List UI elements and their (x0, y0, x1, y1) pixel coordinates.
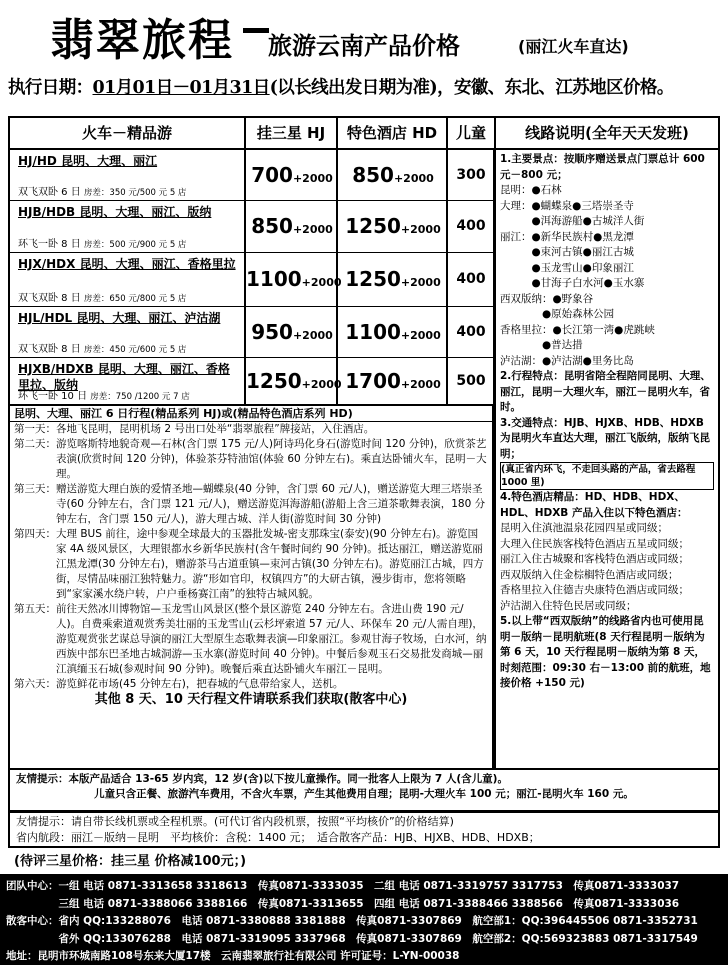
route-note-line: 1.主要景点：按顺序赠送景点门票总计 600 元－800 元； (500, 153, 705, 181)
itinerary-day (14, 677, 488, 692)
day-label: 第三天： (14, 483, 56, 495)
brand-title: 翡翠旅程 (50, 15, 234, 66)
title-subtitle: 旅游云南产品价格 (268, 32, 460, 60)
day-text: 游览鲜花市场(45 分钟左右)，把春城的气息带给家人，送机。 (56, 678, 344, 690)
route-name: HJXB/HDXB 昆明、大理、丽江、香格里拉、版纳 (18, 362, 230, 392)
tips-line-2: 儿童只含正餐、旅游汽车费用，不含火车票，产生其他费用自理；昆明-大理火车 100 元；丽江-昆明火车 160 元。 (94, 788, 634, 800)
contact-line: 省外 QQ:133076288 电话 0871-3319095 3337968 传真0871-3307869 航空部2：QQ:569323883 0871-3317549 (6, 932, 698, 945)
route-note-line: 2.行程特点：昆明省陪全程陪同昆明、大理、丽江，昆明－大理火车，丽江－昆明火车，省时。 (500, 370, 711, 413)
route-row (8, 358, 494, 405)
route-note-line: 3.交通特点：HJB、HJXB、HDB、HDXB 为昆明火车直达大理，丽江飞版纳，版纳飞昆明； (500, 416, 710, 460)
route-notes (494, 150, 720, 770)
day-text: 赠送游览大理白族的爱情圣地—蝴蝶泉(40 分钟，含门票 60 元/人)，赠送游览大理三塔崇圣寺(60 分钟左右，含门票 121 元/人)，赠送游览洱海游船(游船上含三道茶歌舞表演，180 分钟左右，含门票 150 元/人)，游大理古城、洋人街(游览时间 30 分钟) (56, 483, 486, 525)
day-label: 第五天： (14, 603, 56, 615)
route-note-line: ●洱海游船●古城洋人街 (500, 215, 645, 227)
route-price (338, 369, 448, 393)
header-col-kid: 儿童 (448, 118, 496, 148)
tips-box (8, 770, 720, 812)
route-note-line: 西双版纳：●野象谷 (500, 292, 594, 305)
contact-line: 团队中心：一组 电话 0871-3313658 3318613 传真0871-3333035 二组 电话 0871-3319757 3317753 传真0871-3333037 (6, 880, 680, 892)
exec-suffix: (以长线出发日期为准)，安徽、东北、江苏地区价格。 (269, 78, 674, 98)
route-price (338, 320, 448, 344)
route-meta (18, 340, 186, 355)
table-header (8, 116, 720, 150)
route-note-line: 4.特色酒店精品：HD、HDB、HDX、HDL、HDXB 产品入住以下特色酒店： (500, 491, 688, 519)
header-col-notes: 线路说明(全年天天发班) (525, 124, 689, 142)
route-note-line: ●普达措 (500, 339, 583, 351)
title-paren: (丽江火车直达) (518, 37, 629, 56)
route-note-line: 丽江入住古城聚和客栈特色酒店或同级； (500, 553, 689, 565)
route-kid-price: 400 (456, 218, 486, 234)
day-label: 第四天： (14, 528, 56, 540)
price-value: 1100 (246, 267, 302, 291)
price-value: 950 (251, 319, 293, 344)
itinerary-day (14, 422, 488, 437)
route-price (246, 214, 338, 238)
route-name: HJX/HDX 昆明、大理、丽江、香格里拉 (18, 257, 236, 271)
route-note-line: 香格里拉入住德吉央康特色酒店或同级； (500, 584, 689, 596)
route-note-line: ●甘海子白水河●玉水寨 (500, 277, 645, 289)
route-note-line: 昆明：●石林 (500, 184, 562, 196)
route-kid-price: 400 (456, 323, 486, 340)
route-meta (18, 289, 186, 304)
route-note-line: 5.以上带“西双版纳”的线路省内也可使用昆明－版纳－昆明航班(8 天行程昆明－版纳为第 6 天，10 天行程昆明－版纳为第 8 天，时刻范围：09:30 右－13:00 前的航班，地接价格 +150 元) (500, 615, 711, 689)
itinerary-more: 其他 8 天、10 天行程文件请联系我们获取(散客中心) (94, 692, 408, 707)
exec-dates: 01月01日－01月31日 (92, 78, 270, 98)
route-note-line: 香格里拉：●长江第一湾●虎跳峡 (500, 323, 655, 336)
tips-line-1: 友情提示：本版产品适合 13-65 岁内宾，12 岁(含)以下按儿童操作。同一批客人上限为 7 人(含儿童)。 (16, 773, 508, 785)
route-days: 双飞双卧 6 日 (18, 187, 84, 198)
title-dash (243, 28, 269, 33)
route-room-diff: 房差：450 元/600 元 5 店 (83, 345, 187, 355)
route-note-line: ●原始森林公园 (500, 308, 615, 320)
contact-line: 三组 电话 0871-3388066 3388166 传真0871-3313655 四组 电话 0871-3388466 3388566 传真0871-3333036 (6, 897, 680, 910)
route-note-line: ●束河古镇●丽江古城 (500, 246, 634, 258)
itinerary-day (14, 482, 488, 527)
price-surcharge: +2000 (400, 223, 441, 236)
day-label: 第六天： (14, 678, 56, 690)
route-name: HJB/HDB 昆明、大理、丽江、版纳 (18, 205, 212, 219)
route-row (8, 201, 494, 253)
route-note-line: 大理入住民族客栈特色酒店五星或同级； (500, 537, 689, 550)
price-value: 1100 (345, 319, 401, 344)
route-room-diff: 房差：500 元/900 元 5 店 (83, 240, 187, 250)
exec-date-line (8, 74, 720, 104)
friendly-line-1: 友情提示：请自带长线机票或全程机票。(可代订省内段机票，按照“平均核价”的价格结算) (16, 815, 454, 828)
header-col-hj: 挂三星 HJ (246, 118, 338, 148)
route-room-diff: 房差：650 元/800 元 5 店 (83, 294, 187, 304)
route-name: HJL/HDL 昆明、大理、丽江、泸沽湖 (18, 311, 221, 325)
route-note-line: 泸沽湖：●泸沽湖●里务比岛 (500, 354, 634, 367)
route-days: 环飞一卧 10 日 (18, 391, 91, 402)
route-note-line: 泸沽湖入住特色民居或同级； (500, 599, 637, 612)
route-price (246, 163, 338, 187)
day-label: 第二天： (14, 438, 56, 450)
route-meta (18, 387, 190, 402)
price-surcharge: +2000 (393, 171, 434, 185)
contact-line: 地址：昆明市环城南路108号东来大厦17楼 云南翡翠旅行社有限公司 许可证号：L-YN-00038 (6, 950, 460, 962)
day-text: 游览喀斯特地貌奇观—石林(含门票 175 元/人)阿诗玛化身石(游览时间 120 分钟)，欣赏茶艺表演(欣赏时间 120 分钟)，体验茶芬特油馆(体验 60 分钟左右)。乘直达卧铺火车，昆明－大理。 (56, 438, 487, 480)
price-value: 1250 (345, 267, 401, 291)
route-meta (18, 235, 186, 250)
route-note-line: 大理：●蝴蝶泉●三塔崇圣寺 (500, 199, 634, 212)
friendly-box (8, 812, 720, 848)
route-price (338, 214, 448, 238)
contact-footer (0, 874, 728, 965)
price-value: 700 (251, 162, 293, 187)
price-value: 850 (251, 214, 293, 238)
price-surcharge: +2000 (400, 328, 441, 342)
price-surcharge: +2000 (292, 328, 333, 342)
route-row (8, 253, 494, 307)
day-text: 各地飞昆明，昆明机场 2 号出口处举“翡翠旅程”牌接站，入住酒店。 (56, 423, 375, 435)
route-note-line: (真正省内环飞，不走回头路的产品，省去路程 1000 里) (500, 462, 714, 490)
header-col-hd: 特色酒店 HD (338, 118, 448, 148)
itinerary-day (14, 527, 488, 602)
route-price (246, 320, 338, 344)
price-surcharge: +2000 (301, 276, 342, 289)
itinerary-day (14, 602, 488, 677)
route-price (338, 163, 448, 187)
route-room-diff: 房差：750 /1200 元 7 店 (90, 392, 190, 402)
route-days: 环飞一卧 8 日 (18, 239, 84, 250)
price-value: 1250 (345, 214, 401, 238)
price-surcharge: +2000 (400, 276, 441, 289)
route-meta (18, 183, 186, 198)
price-value: 1250 (246, 368, 302, 393)
route-room-diff: 房差：350 元/500 元 5 店 (83, 188, 187, 198)
contact-line: 散客中心：省内 QQ:133288076 电话 0871-3380888 3381888 传真0871-3307869 航空部1：QQ:396445506 0871-3352731 (6, 915, 698, 927)
route-row (8, 150, 494, 201)
day-label: 第一天： (14, 423, 56, 435)
header-product: 火车－精品游 (10, 118, 246, 148)
itinerary-days (14, 422, 488, 692)
itinerary-day (14, 437, 488, 482)
itinerary-heading: 昆明、大理、丽江 6 日行程(精品系列 HJ)或(精品特色酒店系列 HD) (10, 406, 492, 422)
day-text: 前往天然冰川博物馆—玉龙雪山风景区(整个景区游览 240 分钟左右。含进山费 190 元/人)。自费乘索道观赏秀美壮丽的玉龙雪山(云杉坪索道 57 元/人、环保车 20 元/人需自理)，游览观赏张艺谋总导演的丽江大型原生态歌舞表演—印象丽江。参观甘海子牧场，白水河，纳西族中部东巴圣地古城洞游—玉水寨(游览时间 40 分钟)。中餐后参观玉石交易批发商城—丽江滇缅玉石城(参观时间 90 分钟)。晚餐后乘直达卧铺火车丽江－昆明。 (56, 603, 487, 675)
pending-price: (待评三星价格：挂三星 价格减100元；) (14, 854, 247, 869)
route-days: 双飞双卧 8 日 (18, 293, 84, 304)
route-kid-price: 300 (456, 166, 486, 183)
price-value: 1700 (345, 368, 401, 393)
route-kid-price: 400 (456, 271, 486, 287)
exec-prefix: 执行日期： (8, 78, 93, 98)
itinerary (8, 405, 494, 770)
route-price (338, 267, 448, 291)
route-days: 双飞双卧 8 日 (18, 344, 84, 355)
route-name: HJ/HD 昆明、大理、丽江 (18, 154, 158, 168)
route-note-line: ●玉龙雪山●印象丽江 (500, 261, 634, 274)
route-note-line: 丽江：●新华民族村●黑龙潭 (500, 230, 634, 243)
price-surcharge: +2000 (301, 377, 342, 391)
day-text: 大理 BUS 前往，途中参观全球最大的玉器批发城-密支那珠宝(泰安)(90 分钟左右)。游览国家 4A 级风景区，大理银都水乡新华民族村(含午餐时间约 90 分钟)。抵达丽江，赠送游览丽江黑龙潭(30 分钟左右)，赠游茶马古道重镇—束河古镇(30 分钟左右)。游览丽江古城，四方街，尽情品味丽江独特魅力。游“形如官印，权镇四方”的大研古镇，漫步街市，您将领略到“家家溪水绕户转，户户垂杨赛江南”的独特古城风貌。 (56, 528, 484, 600)
page-title (0, 0, 728, 74)
price-surcharge: +2000 (292, 223, 333, 236)
price-surcharge: +2000 (400, 377, 441, 391)
route-row (8, 307, 494, 358)
route-kid-price: 500 (456, 372, 486, 389)
route-note-line: 昆明入住滇池温泉花园四星或同级； (500, 522, 668, 534)
route-price (246, 368, 342, 393)
route-price (246, 267, 342, 291)
route-note-line: 西双版纳入住金棕榈特色酒店或同级； (500, 568, 679, 581)
price-surcharge: +2000 (292, 171, 333, 185)
price-value: 850 (352, 162, 394, 187)
friendly-line-2: 省内航段：丽江－版纳－昆明 平均核价：含税：1400 元； 适合散客产品：HJB、HJXB、HDB、HDXB； (16, 831, 540, 844)
